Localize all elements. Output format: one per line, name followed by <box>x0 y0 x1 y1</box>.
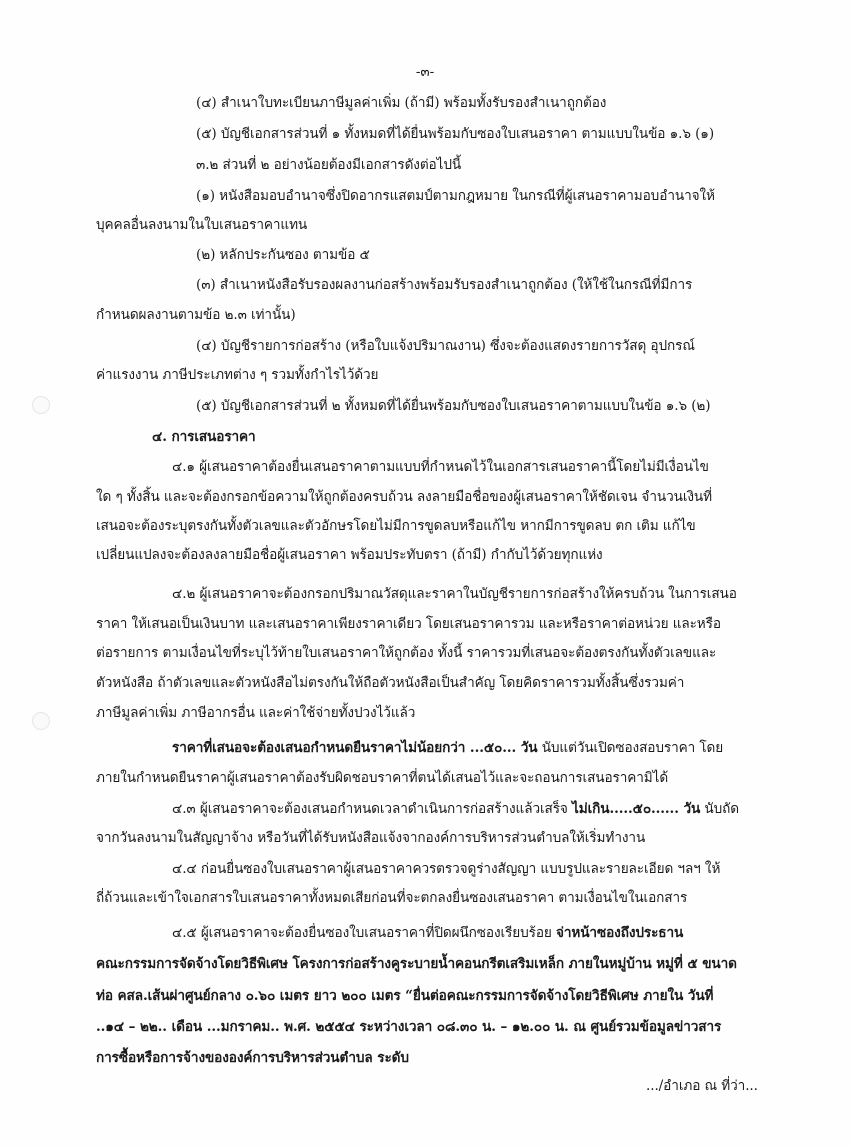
text-line: คณะกรรมการจัดจ้างโดยวิธีพิเศษ โครงการก่อสร้างคูระบายน้ำคอนกรีตเสริมเหล็ก ภายในหมู่บ้าน หมู่ที่ ๕ ขนาด <box>96 956 737 972</box>
text-line: (๔) สำเนาใบทะเบียนภาษีมูลค่าเพิ่ม (ถ้ามี) พร้อมทั้งรับรองสำเนาถูกต้อง <box>196 95 607 111</box>
text-span: ๔.๓ ผู้เสนอราคาจะต้องเสนอกำหนดเวลาดำเนินการก่อสร้างแล้วเสร็จ <box>172 801 573 817</box>
continuation-note: .../อำเภอ ณ ที่ว่า... <box>646 1078 758 1094</box>
text-line: ต่อรายการ ตามเงื่อนไขที่ระบุไว้ท้ายใบเสนอราคาให้ถูกต้อง ทั้งนี้ ราคารวมที่เสนอจะต้องตรงกันทั้งตัวเลขและ <box>96 645 717 661</box>
text-line: (๕) บัญชีเอกสารส่วนที่ ๑ ทั้งหมดที่ได้ยื่นพร้อมกับซองใบเสนอราคา ตามแบบในข้อ ๑.๖ (๑) <box>196 126 715 142</box>
bold-text: ไม่เกิน.....๕๐...... วัน <box>572 801 701 817</box>
text-span: นับแต่วันเปิดซองสอบราคา โดย <box>537 740 724 756</box>
text-line: ๔.๔ ก่อนยื่นซองใบเสนอราคาผู้เสนอราคาควรตรวจดูร่างสัญญา แบบรูปและรายละเอียด ฯลฯ ให้ <box>172 861 721 877</box>
text-line: ๓.๒ ส่วนที่ ๒ อย่างน้อยต้องมีเอกสารดังต่อไปนี้ <box>196 157 462 173</box>
punch-hole-mark <box>32 396 50 414</box>
text-line <box>172 799 739 819</box>
text-line: บุคคลอื่นลงนามในใบเสนอราคาแทน <box>96 217 308 233</box>
text-line: ใด ๆ ทั้งสิ้น และจะต้องกรอกข้อความให้ถูกต้องครบถ้วน ลงลายมือชื่อของผู้เสนอราคาให้ชัดเจน จำนวนเงินที่ <box>96 489 712 505</box>
text-line: ภายในกำหนดยืนราคาผู้เสนอราคาต้องรับผิดชอบราคาที่ตนได้เสนอไว้และจะถอนการเสนอราคามิได้ <box>96 770 669 786</box>
text-line: (๔) บัญชีรายการก่อสร้าง (หรือใบแจ้งปริมาณงาน) ซึ่งจะต้องแสดงรายการวัสดุ อุปกรณ์ <box>196 338 695 354</box>
text-line: (๓) สำเนาหนังสือรับรองผลงานก่อสร้างพร้อมรับรองสำเนาถูกต้อง (ให้ใช้ในกรณีที่มีการ <box>196 277 693 293</box>
text-line <box>172 738 723 758</box>
text-line: ถี่ถ้วนและเข้าใจเอกสารใบเสนอราคาทั้งหมดเสียก่อนที่จะตกลงยื่นซองเสนอราคา ตามเงื่อนไขในเอกสาร <box>96 890 688 906</box>
text-line: ภาษีมูลค่าเพิ่ม ภาษีอากรอื่น และค่าใช้จ่ายทั้งปวงไว้แล้ว <box>96 705 416 721</box>
bold-text: ราคาที่เสนอจะต้องเสนอกำหนดยืนราคาไม่น้อยกว่า ...๕๐... วัน <box>172 740 538 756</box>
text-line: ..๑๔ – ๒๒.. เดือน ...มกราคม.. พ.ศ. ๒๕๕๔ ระหว่างเวลา ๐๘.๓๐ น. – ๑๒.๐๐ น. ณ ศูนย์รวมข้อมูลข่าวสาร <box>96 1019 722 1035</box>
text-line: จากวันลงนามในสัญญาจ้าง หรือวันที่ได้รับหนังสือแจ้งจากองค์การบริหารส่วนตำบลให้เริ่มทำงาน <box>96 830 646 846</box>
text-line: การซื้อหรือการจ้างขององค์การบริหารส่วนตำบล ระดับ <box>96 1050 409 1066</box>
text-line <box>172 923 683 943</box>
text-line: ท่อ คสล.เส้นผ่าศูนย์กลาง ๐.๖๐ เมตร ยาว ๒๐๐ เมตร “ยื่นต่อคณะกรรมการจัดจ้างโดยวิธีพิเศษ ภายใน วันที่ <box>96 988 714 1004</box>
text-line: (๒) หลักประกันซอง ตามข้อ ๕ <box>196 247 370 263</box>
text-span: นับถัด <box>700 801 739 817</box>
text-span: ๔.๕ ผู้เสนอราคาจะต้องยื่นซองใบเสนอราคาที่ปิดผนึกซองเรียบร้อย <box>172 925 556 941</box>
text-line: ตัวหนังสือ ถ้าตัวเลขและตัวหนังสือไม่ตรงกันให้ถือตัวหนังสือเป็นสำคัญ โดยคิดราคารวมทั้งสิ้นซึ่งรวมค่า <box>96 675 685 691</box>
text-line: กำหนดผลงานตามข้อ ๒.๓ เท่านั้น) <box>96 307 296 323</box>
text-line: ราคา ให้เสนอเป็นเงินบาท และเสนอราคาเพียงราคาเดียว โดยเสนอราคารวม และหรือราคาต่อหน่วย และหรือ <box>96 616 721 632</box>
text-line: (๑) หนังสือมอบอำนาจซึ่งปิดอากรแสตมป์ตามกฎหมาย ในกรณีที่ผู้เสนอราคามอบอำนาจให้ <box>196 188 715 204</box>
punch-hole-mark <box>32 712 50 730</box>
text-line: ค่าแรงงาน ภาษีประเภทต่าง ๆ รวมทั้งกำไรไว้ด้วย <box>96 367 379 383</box>
section-heading: ๔. การเสนอราคา <box>152 429 256 445</box>
text-line: เปลี่ยนแปลงจะต้องลงลายมือชื่อผู้เสนอราคา พร้อมประทับตรา (ถ้ามี) กำกับไว้ด้วยทุกแห่ง <box>96 547 603 563</box>
page-number: -๓- <box>415 64 435 80</box>
text-line: ๔.๑ ผู้เสนอราคาต้องยื่นเสนอราคาตามแบบที่กำหนดไว้ในเอกสารเสนอราคานี้โดยไม่มีเงื่อนไข <box>172 459 709 475</box>
text-line: เสนอจะต้องระบุตรงกันทั้งตัวเลขและตัวอักษรโดยไม่มีการขูดลบหรือแก้ไข หากมีการขูดลบ ตก เติม แก้ไข <box>96 518 696 534</box>
text-line: ๔.๒ ผู้เสนอราคาจะต้องกรอกปริมาณวัสดุและราคาในบัญชีรายการก่อสร้างให้ครบถ้วน ในการเสนอ <box>172 586 737 602</box>
text-line: (๕) บัญชีเอกสารส่วนที่ ๒ ทั้งหมดที่ได้ยื่นพร้อมกับซองใบเสนอราคาตามแบบในข้อ ๑.๖ (๒) <box>196 398 711 414</box>
bold-text: จ่าหน้าซองถึงประธาน <box>555 925 684 941</box>
